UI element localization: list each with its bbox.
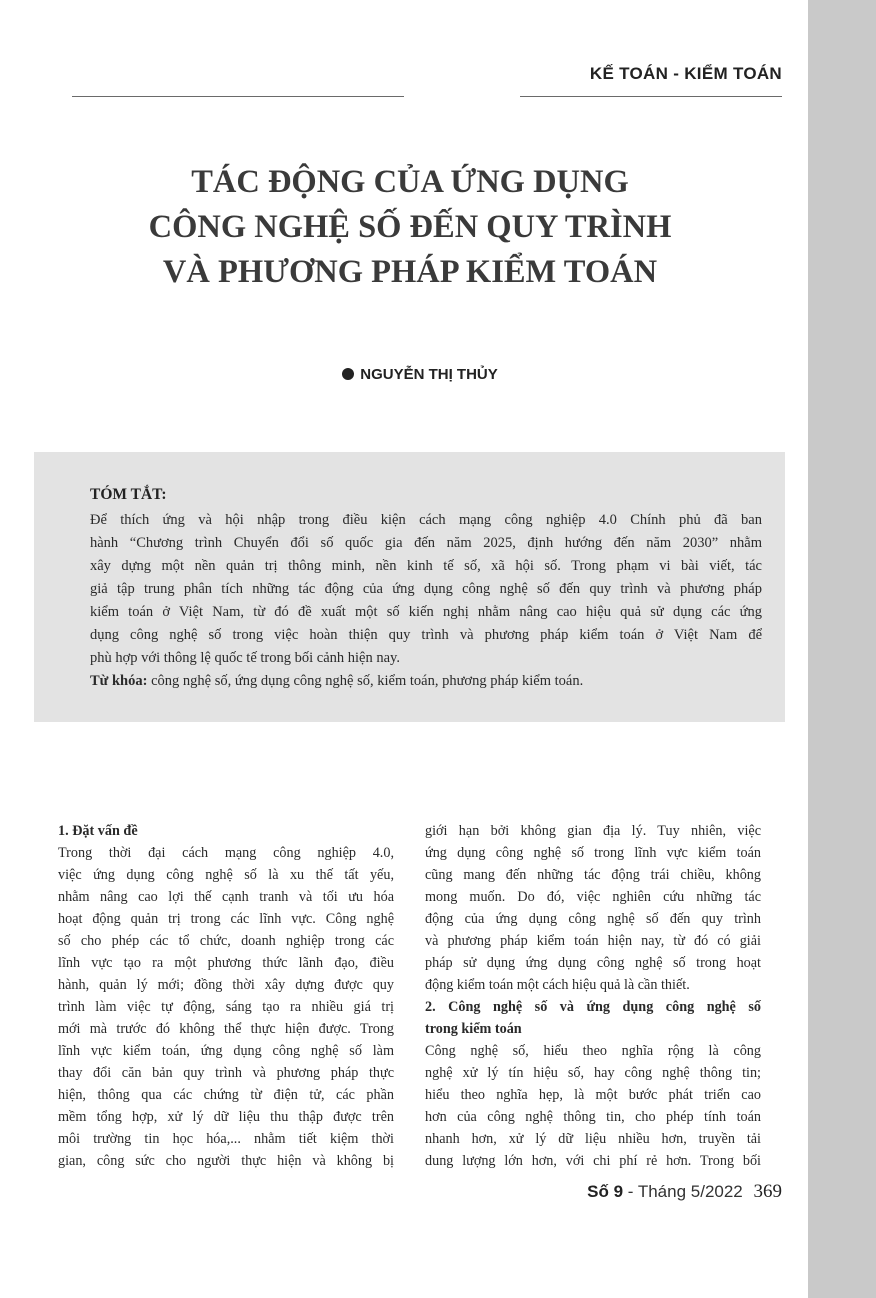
title-line: CÔNG NGHỆ SỐ ĐẾN QUY TRÌNH <box>148 209 672 245</box>
section-heading: 2. Công nghệ số và ứng dụng công nghệ số <box>425 999 761 1015</box>
abstract-line: giả tập trung phân tích những tác động của ứng dụng công nghệ số đến quy trình và phương pháp <box>90 581 762 597</box>
keywords-text: công nghệ số, ứng dụng công nghệ số, kiểm toán, phương pháp kiểm toán. <box>151 673 584 689</box>
body-line: thay đổi căn bản quy trình và phương pháp thực <box>58 1065 394 1081</box>
abstract-line: hành “Chương trình Chuyển đổi số quốc gia đến năm 2025, định hướng đến năm 2030” nhằm <box>90 535 762 551</box>
abstract-line: xây dựng một nền quản trị thông minh, nền kinh tế số, xã hội số. Trong phạm vi bài viết, tác <box>90 558 762 574</box>
keywords-line <box>90 670 762 693</box>
body-line: nhanh hơn, xử lý dữ liệu nhiều hơn, truyền tải <box>425 1131 761 1147</box>
keywords-label: Từ khóa: <box>90 673 148 689</box>
page-number: 369 <box>753 1181 782 1202</box>
body-line: hoạt động quản trị trong các lĩnh vực. Công nghệ <box>58 911 394 927</box>
abstract-line: kiểm toán ở Việt Nam, từ đó đề xuất một số kiến nghị nhằm nâng cao hiệu quả sử dụng các ứng <box>90 604 762 620</box>
body-line: nhằm nâng cao lợi thế cạnh tranh và tối ưu hóa <box>58 889 394 905</box>
body-line: động kiểm toán một cách hiệu quả là cần thiết. <box>425 977 690 993</box>
body-line: mới mà trước đó không thể thực hiện được. Trong <box>58 1021 394 1037</box>
issue-date: - Tháng 5/2022 <box>627 1182 743 1201</box>
body-right-column <box>425 820 761 1172</box>
body-line: môi trường tin học hóa,... nhằm tiết kiệm thời <box>58 1131 394 1147</box>
body-line: hơn của công nghệ thông tin, cho phép tính toán <box>425 1109 761 1125</box>
body-line: và phương pháp kiểm toán hiện nay, từ đó có giải <box>425 933 761 949</box>
page-edge-strip <box>808 0 876 1298</box>
body-line: trình làm việc tự động, sáng tạo ra nhiều giá trị <box>58 999 394 1015</box>
body-line: dung lượng lớn hơn, với chi phí rẻ hơn. Trong bối <box>425 1153 761 1169</box>
body-line: lĩnh vực kiểm toán, ứng dụng công nghệ số làm <box>58 1043 394 1059</box>
abstract-heading: TÓM TẮT: <box>90 486 167 503</box>
body-line: Trong thời đại cách mạng công nghiệp 4.0, <box>58 845 394 861</box>
body-line: hiện, thông qua các chứng từ điện tử, các phần <box>58 1087 394 1103</box>
section-heading: trong kiểm toán <box>425 1021 522 1037</box>
body-line: động của ứng dụng công nghệ số đến quy trình <box>425 911 761 927</box>
body-line: mong muốn. Do đó, việc nghiên cứu những tác <box>425 889 761 905</box>
page-footer <box>520 1181 782 1203</box>
body-line: mềm tổng hợp, xử lý dữ liệu thu thập được trên <box>58 1109 394 1125</box>
body-line: hành, quản lý mới; đồng thời xây dựng được quy <box>58 977 394 993</box>
body-line: gian, công sức cho người thực hiện và không bị <box>58 1153 394 1169</box>
author-line <box>200 366 640 383</box>
abstract-text <box>90 509 762 693</box>
section-label: KẾ TOÁN - KIỂM TOÁN <box>589 64 782 83</box>
body-line: nghệ xử lý tín hiệu số, hay công nghệ thông tin; <box>425 1065 761 1081</box>
body-line: lĩnh vực tạo ra một phương thức lãnh đạo, điều <box>58 955 394 971</box>
body-line: giới hạn bởi không gian địa lý. Tuy nhiên, việc <box>425 823 761 839</box>
header-rule-right <box>520 96 782 97</box>
body-line: việc ứng dụng công nghệ số là xu thế tất yếu, <box>58 867 394 883</box>
bullet-icon <box>342 368 354 380</box>
body-line: Công nghệ số, hiểu theo nghĩa rộng là công <box>425 1043 761 1059</box>
issue-label: Số 9 <box>587 1182 624 1201</box>
body-line: hiểu theo nghĩa hẹp, là một bước phát triển cao <box>425 1087 761 1103</box>
abstract-line: phù hợp với thông lệ quốc tế trong bối cảnh hiện nay. <box>90 650 400 666</box>
title-line: VÀ PHƯƠNG PHÁP KIỂM TOÁN <box>162 254 658 290</box>
abstract-line: Để thích ứng và hội nhập trong điều kiện cách mạng công nghiệp 4.0 Chính phủ đã ban <box>90 512 762 528</box>
abstract-line: dụng công nghệ số trong việc hoàn thiện quy trình và phương pháp kiểm toán ở Việt Nam để <box>90 627 762 643</box>
title-line: TÁC ĐỘNG CỦA ỨNG DỤNG <box>191 164 629 200</box>
author-name: NGUYỄN THỊ THỦY <box>360 366 498 383</box>
section-heading: 1. Đặt vấn đề <box>58 823 138 839</box>
body-left-column <box>58 820 394 1172</box>
body-line: ứng dụng công nghệ số trong lĩnh vực kiểm toán <box>425 845 761 861</box>
article-title <box>90 160 730 295</box>
body-line: pháp sử dụng ứng dụng công nghệ số trong hoạt <box>425 955 761 971</box>
body-line: số cho phép các tổ chức, doanh nghiệp trong các <box>58 933 394 949</box>
body-line: cũng mang đến những tác động trái chiều, không <box>425 867 761 883</box>
header-rule-left <box>72 96 404 97</box>
